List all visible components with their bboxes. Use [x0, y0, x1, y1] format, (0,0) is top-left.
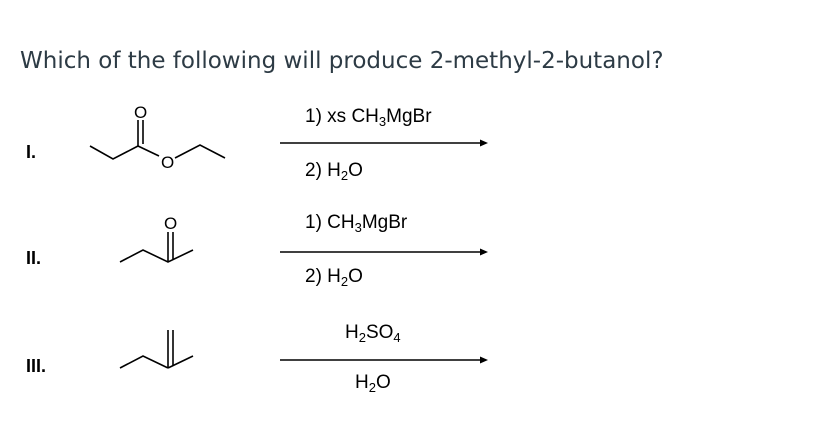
reagent-row2-step1: 1) $CH_3MgBr$ — [305, 212, 408, 235]
row-label-1: I. — [26, 142, 37, 162]
question-text: Which of the following will produce 2-methyl-2-butanol? — [20, 48, 664, 74]
row-label-3: III. — [26, 356, 47, 376]
reagent-row3-acid: $H_2SO_4$ — [345, 322, 401, 345]
reaction-arrow-1 — [280, 138, 490, 148]
row-label-2: II. — [26, 248, 42, 268]
alkene-structure — [115, 322, 225, 382]
reagent-row1-step2: 2) $H_2O$ — [305, 160, 363, 183]
carbonyl-oxygen: O — [134, 103, 148, 122]
reaction-arrow-3 — [280, 355, 490, 365]
ester-structure — [85, 100, 245, 190]
reagent-row2-step2: 2) $H_2O$ — [305, 266, 363, 289]
ketone-structure — [115, 210, 225, 280]
reagent-row3-water: $H_2O$ — [355, 372, 391, 395]
ester-oxygen: O — [161, 153, 175, 172]
ketone-oxygen: O — [164, 214, 178, 233]
reaction-arrow-2 — [280, 247, 490, 257]
reagent-row1-step1: 1) xs $CH_3MgBr$ — [305, 106, 432, 129]
